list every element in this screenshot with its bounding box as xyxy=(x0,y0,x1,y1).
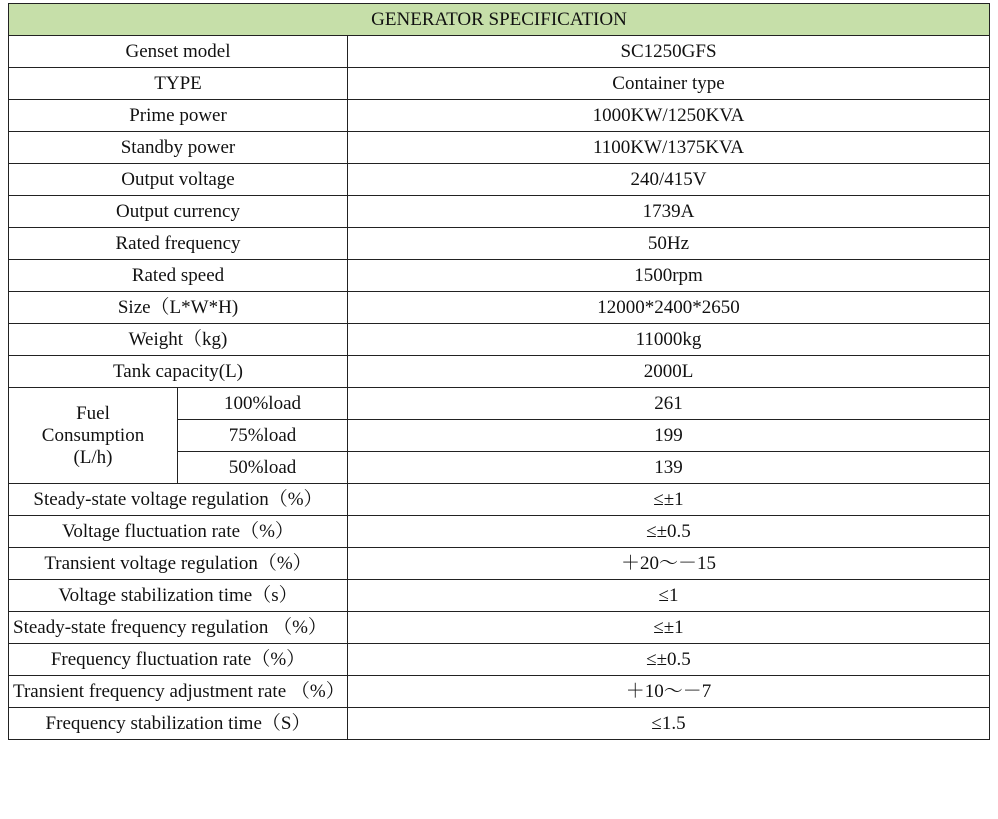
row-label: Frequency stabilization time（S） xyxy=(9,708,348,740)
table-row xyxy=(9,676,990,708)
fuel-load-value: 139 xyxy=(348,452,990,484)
row-value: 12000*2400*2650 xyxy=(348,292,990,324)
row-value: ≤1 xyxy=(348,580,990,612)
row-label: Output currency xyxy=(9,196,348,228)
row-value: 240/415V xyxy=(348,164,990,196)
table-row xyxy=(9,100,990,132)
row-value: 11000kg xyxy=(348,324,990,356)
row-value: ≤±1 xyxy=(348,612,990,644)
table-row xyxy=(9,516,990,548)
fuel-load-value: 199 xyxy=(348,420,990,452)
table-row xyxy=(9,164,990,196)
row-value: SC1250GFS xyxy=(348,36,990,68)
title-row xyxy=(9,4,990,36)
table-row xyxy=(9,132,990,164)
row-value: Container type xyxy=(348,68,990,100)
row-label: Tank capacity(L) xyxy=(9,356,348,388)
row-value: ≤±0.5 xyxy=(348,644,990,676)
row-label: Genset model xyxy=(9,36,348,68)
row-label: Steady-state frequency regulation （%） xyxy=(9,612,348,644)
table-title: GENERATOR SPECIFICATION xyxy=(9,4,990,36)
row-value: ≤±1 xyxy=(348,484,990,516)
fuel-label-line: Fuel xyxy=(76,402,110,424)
table-row xyxy=(9,68,990,100)
fuel-load-label: 75%load xyxy=(178,420,348,452)
row-label: Transient frequency adjustment rate （%） xyxy=(9,676,348,708)
row-label: Weight（kg) xyxy=(9,324,348,356)
fuel-label-line: Consumption xyxy=(41,424,145,446)
row-label: Voltage stabilization time（s） xyxy=(9,580,348,612)
table-row xyxy=(9,484,990,516)
fuel-load-label: 50%load xyxy=(178,452,348,484)
table-row xyxy=(9,356,990,388)
row-value: 1000KW/1250KVA xyxy=(348,100,990,132)
table-row xyxy=(9,612,990,644)
row-label: Rated speed xyxy=(9,260,348,292)
row-value: ＋10～－7 xyxy=(348,676,990,708)
row-label: Transient voltage regulation（%） xyxy=(9,548,348,580)
fuel-row xyxy=(9,388,990,420)
row-label: Voltage fluctuation rate（%） xyxy=(9,516,348,548)
table-row xyxy=(9,228,990,260)
row-value: 2000L xyxy=(348,356,990,388)
fuel-label-line: (L/h) xyxy=(73,446,113,468)
table-row xyxy=(9,292,990,324)
row-value: 1500rpm xyxy=(348,260,990,292)
row-label: TYPE xyxy=(9,68,348,100)
table-row xyxy=(9,580,990,612)
fuel-consumption-label xyxy=(9,388,178,484)
table-row xyxy=(9,708,990,740)
table-row xyxy=(9,324,990,356)
row-label: Output voltage xyxy=(9,164,348,196)
row-value: 1739A xyxy=(348,196,990,228)
row-label: Prime power xyxy=(9,100,348,132)
table-row xyxy=(9,36,990,68)
row-value: ≤1.5 xyxy=(348,708,990,740)
table-row xyxy=(9,196,990,228)
row-label: Size（L*W*H) xyxy=(9,292,348,324)
table-row xyxy=(9,260,990,292)
generator-spec-table xyxy=(8,3,990,740)
table-row xyxy=(9,548,990,580)
row-value: 1100KW/1375KVA xyxy=(348,132,990,164)
row-value: 50Hz xyxy=(348,228,990,260)
row-label: Standby power xyxy=(9,132,348,164)
row-label: Rated frequency xyxy=(9,228,348,260)
row-value: ≤±0.5 xyxy=(348,516,990,548)
fuel-load-value: 261 xyxy=(348,388,990,420)
row-label: Frequency fluctuation rate（%） xyxy=(9,644,348,676)
row-label: Steady-state voltage regulation（%） xyxy=(9,484,348,516)
row-value: ＋20～－15 xyxy=(348,548,990,580)
table-row xyxy=(9,644,990,676)
fuel-load-label: 100%load xyxy=(178,388,348,420)
